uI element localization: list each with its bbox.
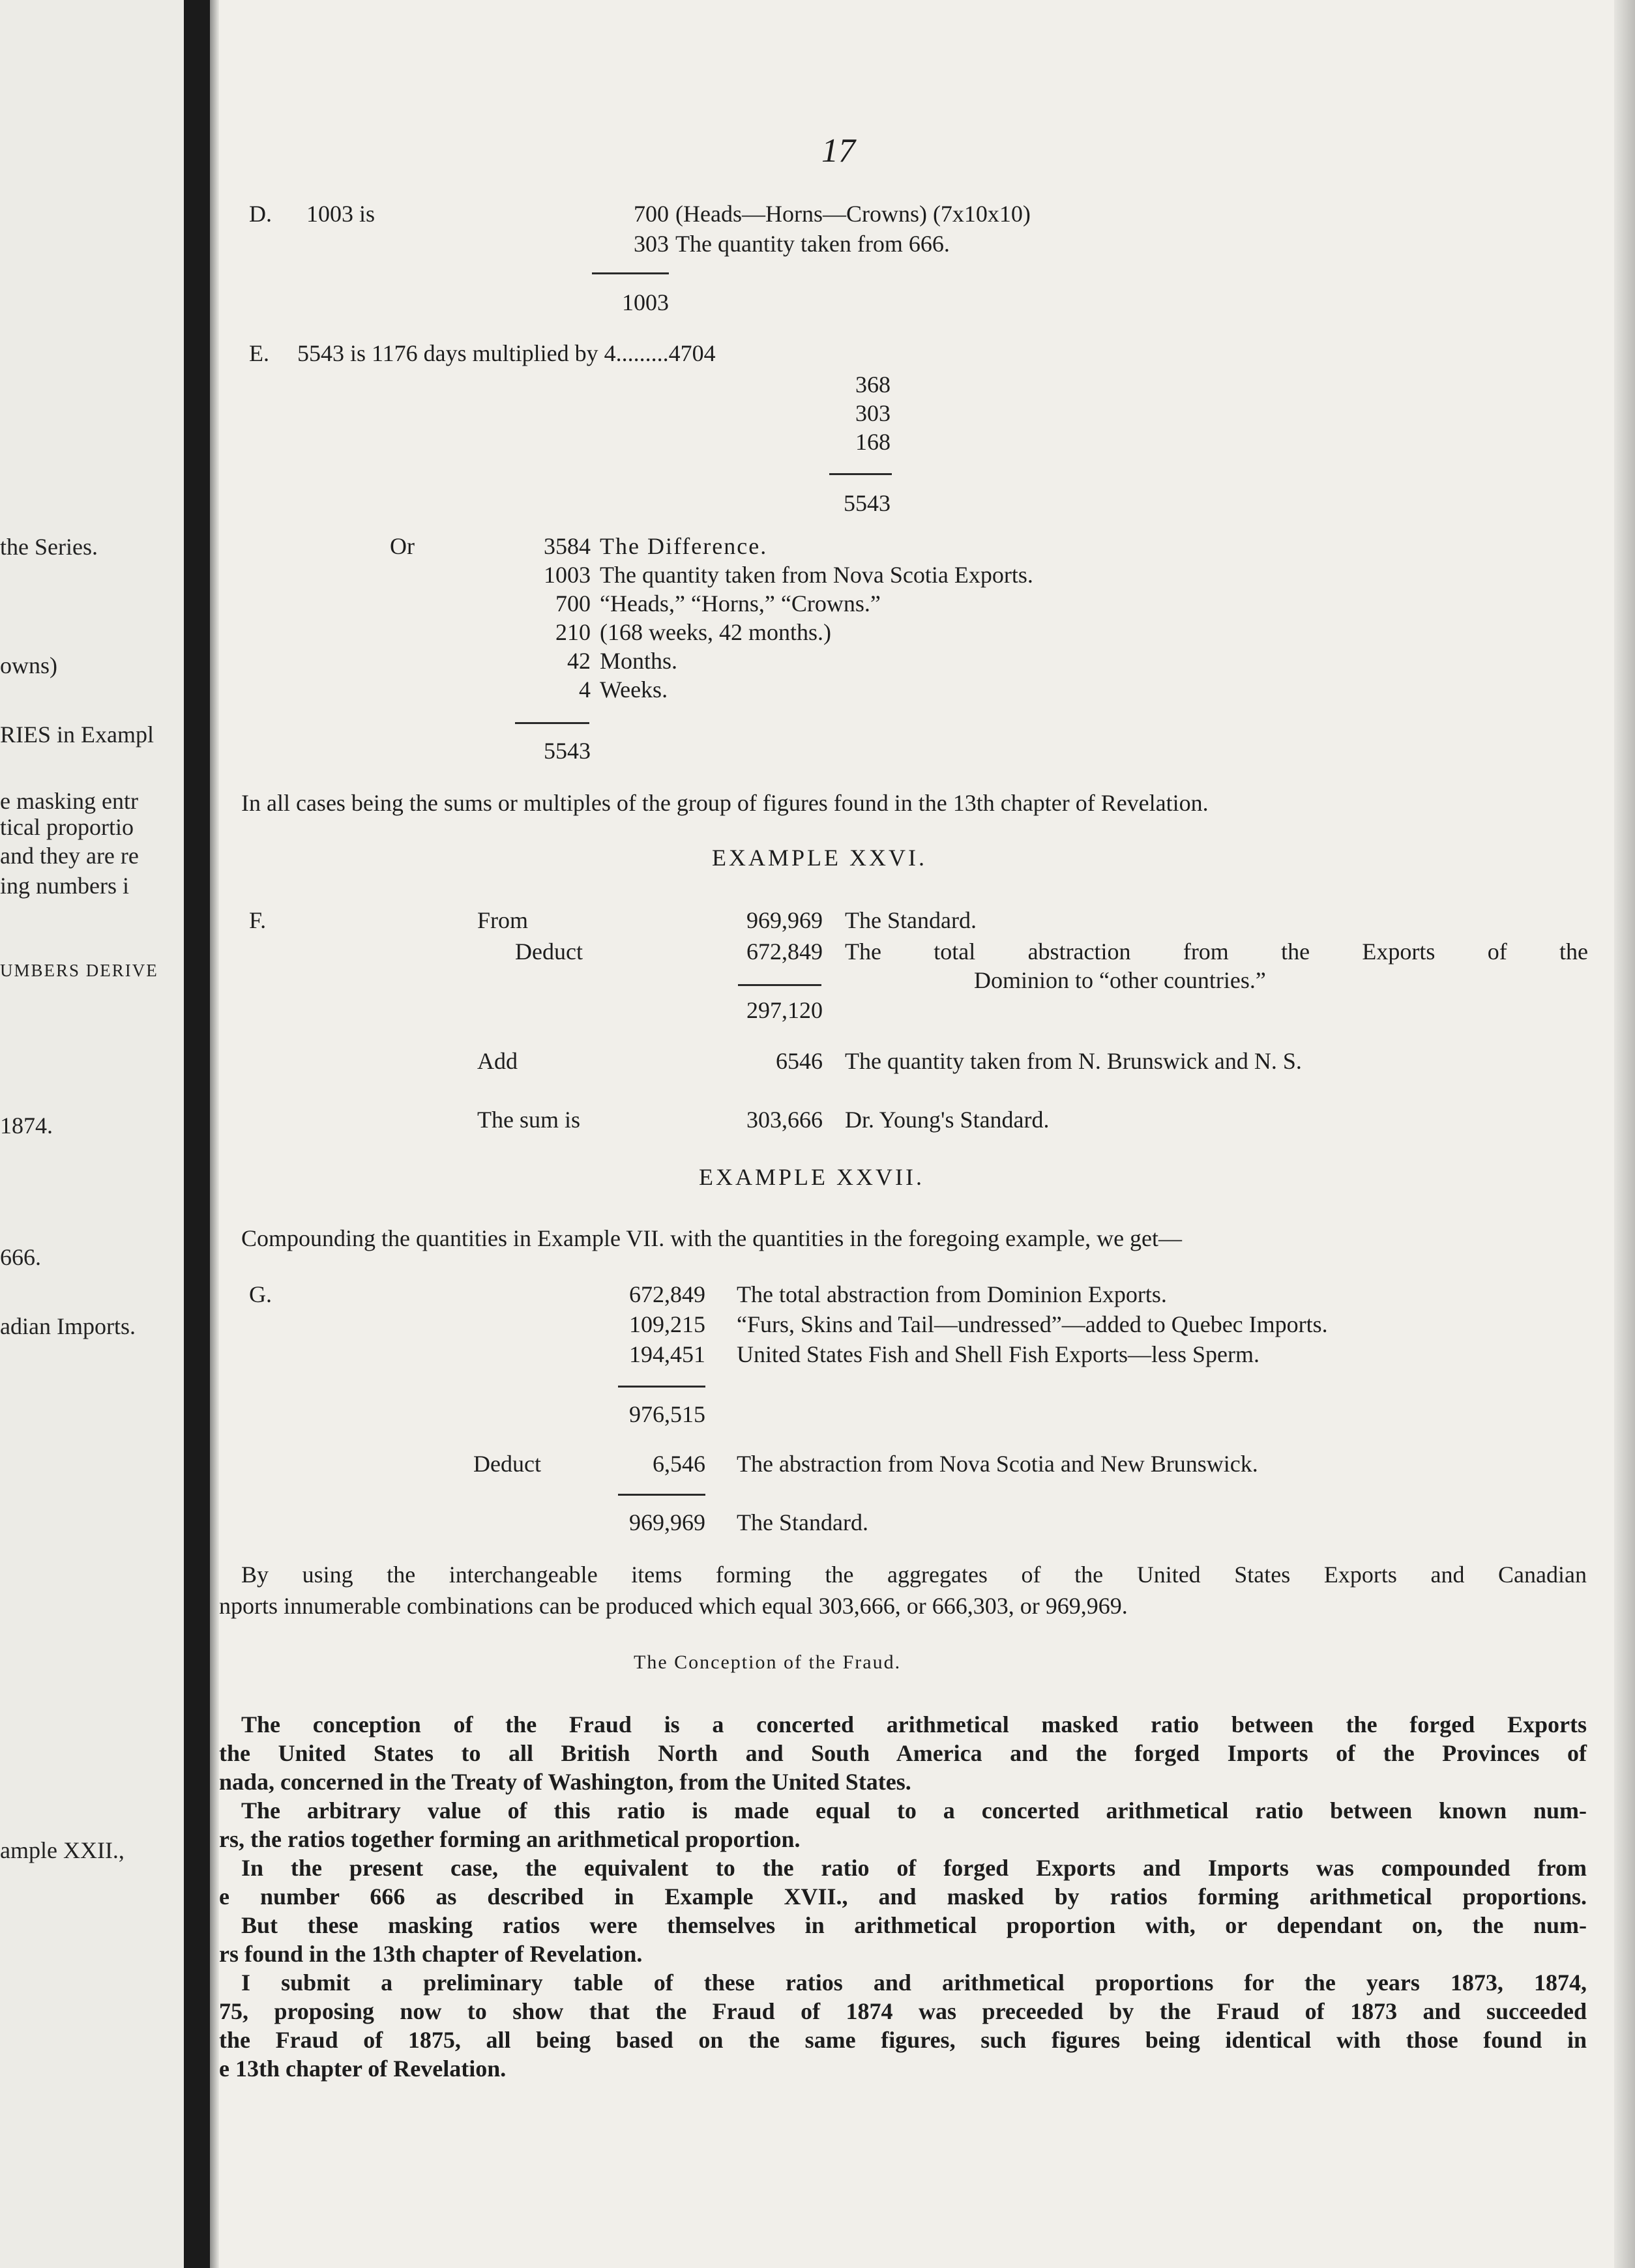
description-cell: The Standard. <box>737 1509 868 1535</box>
total-cell: 297,120 <box>746 997 823 1023</box>
section-label: G. <box>249 1281 272 1307</box>
paragraph-line: 75, proposing now to show that the Fraud of 1874 was preceeded by the Fraud of 1873 and succeeded <box>219 1998 1587 2024</box>
description-cell: The quantity taken from N. Brunswick and N. S. <box>845 1048 1302 1074</box>
value-cell: 672,849 <box>629 1281 705 1307</box>
sum-rule <box>618 1386 705 1388</box>
left-fragment-text: owns) <box>0 652 57 678</box>
paragraph-line: the Fraud of 1875, all being based on the same figures, such figures being identical with those found in <box>219 2027 1587 2053</box>
description-cell: The quantity taken from 666. <box>675 231 950 257</box>
description-cell: “Heads,” “Horns,” “Crowns.” <box>600 590 881 617</box>
example-intro: Compounding the quantities in Example VII. with the quantities in the foregoing example, we get— <box>241 1225 1183 1251</box>
paragraph-line: In the present case, the equivalent to the ratio of forged Exports and Imports was compounded from <box>241 1855 1587 1881</box>
paragraph-line: rs found in the 13th chapter of Revelation. <box>219 1941 643 1967</box>
page-number: 17 <box>821 132 855 169</box>
value-cell: 303 <box>634 231 669 257</box>
description-cell: The total abstraction from Dominion Exports. <box>737 1281 1167 1307</box>
left-fragment-text: RIES in Exampl <box>0 721 154 748</box>
section-label: D. <box>249 201 272 227</box>
description-cell: Dominion to “other countries.” <box>974 967 1266 993</box>
value-cell: 3584 <box>544 533 591 559</box>
description-cell: (168 weeks, 42 months.) <box>600 619 831 645</box>
sum-rule <box>829 473 892 475</box>
total-cell: 5543 <box>544 738 591 764</box>
left-page-fragment <box>0 0 184 2268</box>
description-cell: The Difference. <box>600 533 768 559</box>
paragraph-line: nports innumerable combinations can be produced which equal 303,666, or 666,303, or 969,969. <box>219 1593 1128 1619</box>
total-cell: 969,969 <box>629 1509 705 1535</box>
value-cell: 210 <box>555 619 591 645</box>
operation-label: Add <box>477 1048 518 1074</box>
paragraph-line: The conception of the Fraud is a concerted arithmetical masked ratio between the forged Exports <box>241 1711 1587 1737</box>
left-fragment-text: 666. <box>0 1244 41 1270</box>
value-cell: 4 <box>579 676 591 703</box>
left-fragment-text: tical proportio <box>0 814 134 840</box>
page-edge <box>1614 0 1635 2268</box>
left-fragment-text: and they are re <box>0 843 139 869</box>
section-text: 5543 is 1176 days multiplied by 4.........4704 <box>297 340 716 366</box>
paragraph-line: rs, the ratios together forming an arithmetical proportion. <box>219 1826 801 1852</box>
example-heading: EXAMPLE XXVII. <box>699 1164 924 1190</box>
section-label: E. <box>249 340 269 366</box>
value-cell: 168 <box>855 429 891 455</box>
value-cell: 42 <box>567 648 591 674</box>
operation-label: Deduct <box>515 938 583 965</box>
left-fragment-text: ing numbers i <box>0 873 129 899</box>
section-label: F. <box>249 907 267 933</box>
value-cell: 700 <box>555 590 591 617</box>
sum-rule <box>618 1494 705 1496</box>
value-cell: 109,215 <box>629 1311 705 1337</box>
value-cell: 6546 <box>776 1048 823 1074</box>
section-heading: The Conception of the Fraud. <box>634 1651 902 1673</box>
description-cell: The quantity taken from Nova Scotia Exports. <box>600 562 1033 588</box>
description-cell: The Standard. <box>845 907 977 933</box>
left-fragment-text: ample XXII., <box>0 1837 125 1863</box>
operation-label: The sum is <box>477 1107 580 1133</box>
paragraph-line: nada, concerned in the Treaty of Washington, from the United States. <box>219 1769 911 1795</box>
value-cell: 700 <box>634 201 669 227</box>
paragraph-line: e number 666 as described in Example XVII., and masked by ratios forming arithmetical proportions. <box>219 1883 1587 1910</box>
left-fragment-text: UMBERS DERIVE <box>0 961 158 980</box>
operation-label: Deduct <box>473 1451 541 1477</box>
page <box>219 0 1614 2268</box>
value-cell: 6,546 <box>653 1451 705 1477</box>
total-cell: 976,515 <box>629 1401 705 1427</box>
value-cell: 969,969 <box>746 907 823 933</box>
left-fragment-text: adian Imports. <box>0 1313 136 1339</box>
value-cell: 303,666 <box>746 1107 823 1133</box>
section-lead: 1003 is <box>306 201 376 227</box>
left-fragment-text: e masking entr <box>0 788 138 814</box>
sum-rule <box>592 272 669 274</box>
left-fragment-text: the Series. <box>0 534 98 560</box>
sum-rule <box>515 722 589 724</box>
or-label: Or <box>390 533 415 559</box>
sum-rule <box>738 984 821 986</box>
paragraph-line: e 13th chapter of Revelation. <box>219 2056 507 2082</box>
description-cell: Dr. Young's Standard. <box>845 1107 1050 1133</box>
paragraph-line: But these masking ratios were themselves in arithmetical proportion with, or dependant on, the num- <box>241 1912 1587 1938</box>
description-cell: Months. <box>600 648 678 674</box>
description-cell: “Furs, Skins and Tail—undressed”—added to Quebec Imports. <box>737 1311 1328 1337</box>
value-cell: 303 <box>855 400 891 426</box>
value-cell: 1003 <box>544 562 591 588</box>
operation-label: From <box>477 907 529 933</box>
paragraph-line: By using the interchangeable items forming the aggregates of the United States Exports and Canadian <box>241 1562 1587 1588</box>
value-cell: 672,849 <box>746 938 823 965</box>
revelation-note: In all cases being the sums or multiples of the group of figures found in the 13th chapter of Revelation. <box>241 790 1209 816</box>
description-cell: The total abstraction from the Exports of the <box>845 938 1588 965</box>
example-heading: EXAMPLE XXVI. <box>712 845 927 871</box>
book-spine <box>184 0 210 2268</box>
value-cell: 194,451 <box>629 1341 705 1367</box>
total-cell: 5543 <box>844 490 891 516</box>
paragraph-line: The arbitrary value of this ratio is made equal to a concerted arithmetical ratio between known num- <box>241 1797 1587 1824</box>
description-cell: (Heads—Horns—Crowns) (7x10x10) <box>675 201 1031 227</box>
paragraph-line: the United States to all British North and South America and the forged Imports of the Provinces of <box>219 1740 1587 1766</box>
total-cell: 1003 <box>622 289 669 315</box>
description-cell: The abstraction from Nova Scotia and New Brunswick. <box>737 1451 1258 1477</box>
value-cell: 368 <box>855 371 891 398</box>
description-cell: Weeks. <box>600 676 668 703</box>
left-fragment-text: 1874. <box>0 1112 53 1139</box>
paragraph-line: I submit a preliminary table of these ratios and arithmetical proportions for the years 1873, 1874, <box>241 1970 1587 1996</box>
spine-shadow <box>210 0 219 2268</box>
description-cell: United States Fish and Shell Fish Exports—less Sperm. <box>737 1341 1260 1367</box>
